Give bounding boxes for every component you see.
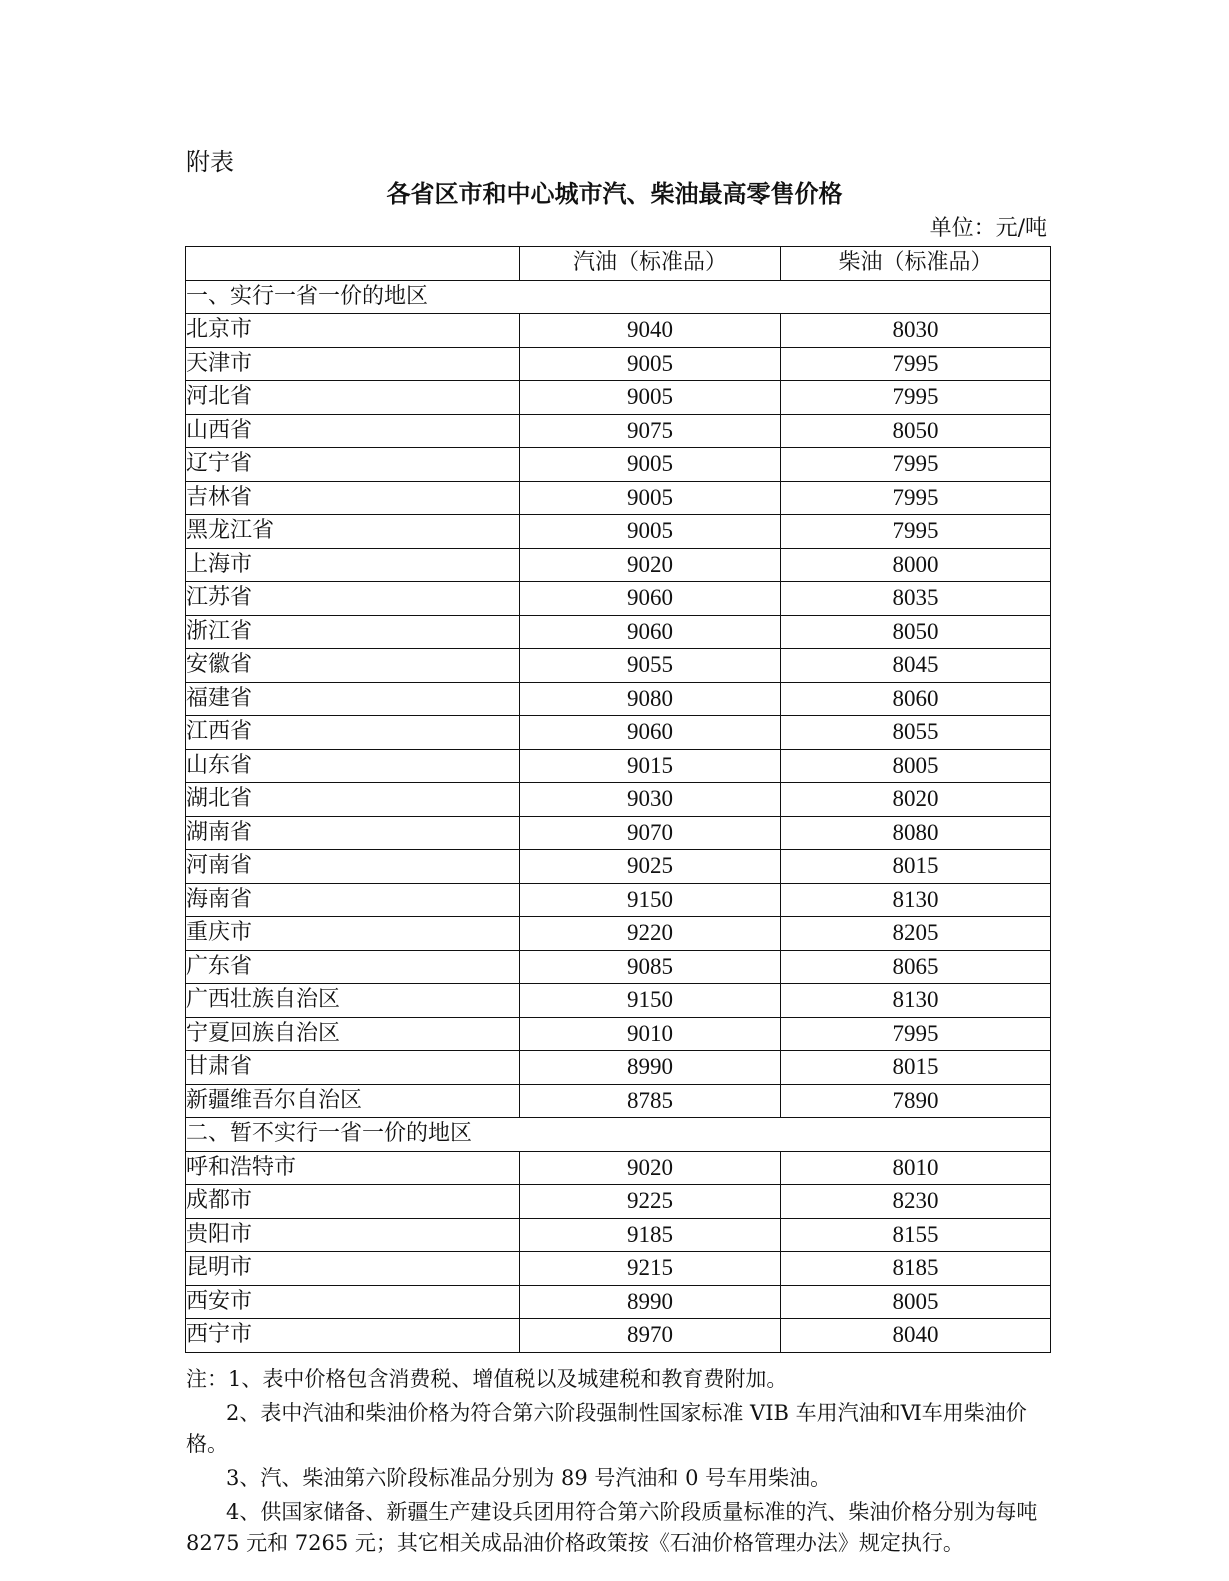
header-gasoline: 汽油（标准品） xyxy=(520,247,781,281)
table-row xyxy=(186,314,1051,348)
table-row xyxy=(186,582,1051,616)
gasoline-price-cell: 9075 xyxy=(520,414,781,448)
table-row xyxy=(186,414,1051,448)
diesel-price-cell: 8055 xyxy=(781,716,1051,750)
region-cell: 上海市 xyxy=(186,548,520,582)
table-row xyxy=(186,816,1051,850)
diesel-price-cell: 8040 xyxy=(781,1319,1051,1353)
gasoline-price-cell: 9070 xyxy=(520,816,781,850)
table-row xyxy=(186,1084,1051,1118)
diesel-price-cell: 8015 xyxy=(781,1051,1051,1085)
diesel-price-cell: 8050 xyxy=(781,615,1051,649)
diesel-price-cell: 8015 xyxy=(781,850,1051,884)
gasoline-price-cell: 9015 xyxy=(520,749,781,783)
table-header-row xyxy=(186,247,1051,281)
gasoline-price-cell: 9005 xyxy=(520,347,781,381)
gasoline-price-cell: 9225 xyxy=(520,1185,781,1219)
gasoline-price-cell: 9085 xyxy=(520,950,781,984)
table-row xyxy=(186,615,1051,649)
gasoline-price-cell: 9150 xyxy=(520,883,781,917)
diesel-price-cell: 8020 xyxy=(781,783,1051,817)
table-row xyxy=(186,1319,1051,1353)
table-row xyxy=(186,716,1051,750)
region-cell: 湖南省 xyxy=(186,816,520,850)
gasoline-price-cell: 9220 xyxy=(520,917,781,951)
gasoline-price-cell: 9215 xyxy=(520,1252,781,1286)
gasoline-price-cell: 9005 xyxy=(520,515,781,549)
gasoline-price-cell: 9005 xyxy=(520,448,781,482)
region-cell: 广东省 xyxy=(186,950,520,984)
diesel-price-cell: 7995 xyxy=(781,481,1051,515)
section-title: 一、实行一省一价的地区 xyxy=(186,280,1051,314)
gasoline-price-cell: 8990 xyxy=(520,1285,781,1319)
table-row xyxy=(186,749,1051,783)
region-cell: 江苏省 xyxy=(186,582,520,616)
diesel-price-cell: 8130 xyxy=(781,984,1051,1018)
region-cell: 浙江省 xyxy=(186,615,520,649)
section-title: 二、暂不实行一省一价的地区 xyxy=(186,1118,1051,1152)
gasoline-price-cell: 9185 xyxy=(520,1218,781,1252)
gasoline-price-cell: 9040 xyxy=(520,314,781,348)
region-cell: 昆明市 xyxy=(186,1252,520,1286)
region-cell: 吉林省 xyxy=(186,481,520,515)
diesel-price-cell: 7995 xyxy=(781,347,1051,381)
diesel-price-cell: 8000 xyxy=(781,548,1051,582)
gasoline-price-cell: 9080 xyxy=(520,682,781,716)
gasoline-price-cell: 9005 xyxy=(520,481,781,515)
table-row xyxy=(186,347,1051,381)
table-row xyxy=(186,850,1051,884)
region-cell: 呼和浩特市 xyxy=(186,1151,520,1185)
gasoline-price-cell: 9055 xyxy=(520,649,781,683)
diesel-price-cell: 7995 xyxy=(781,448,1051,482)
note-4: 4、供国家储备、新疆生产建设兵团用符合第六阶段质量标准的汽、柴油价格分别为每吨 8275 元和 7265 元；其它相关成品油价格政策按《石油价格管理办法》规定执行。 xyxy=(186,1500,1038,1555)
diesel-price-cell: 7995 xyxy=(781,381,1051,415)
diesel-price-cell: 8010 xyxy=(781,1151,1051,1185)
diesel-price-cell: 8005 xyxy=(781,1285,1051,1319)
gasoline-price-cell: 9150 xyxy=(520,984,781,1018)
region-cell: 成都市 xyxy=(186,1185,520,1219)
gasoline-price-cell: 9060 xyxy=(520,615,781,649)
diesel-price-cell: 8030 xyxy=(781,314,1051,348)
diesel-price-cell: 8185 xyxy=(781,1252,1051,1286)
diesel-price-cell: 7995 xyxy=(781,515,1051,549)
table-row xyxy=(186,1051,1051,1085)
table-body xyxy=(186,280,1051,1352)
diesel-price-cell: 8155 xyxy=(781,1218,1051,1252)
header-region xyxy=(186,247,520,281)
region-cell: 广西壮族自治区 xyxy=(186,984,520,1018)
gasoline-price-cell: 8990 xyxy=(520,1051,781,1085)
region-cell: 山东省 xyxy=(186,749,520,783)
table-row xyxy=(186,984,1051,1018)
region-cell: 江西省 xyxy=(186,716,520,750)
region-cell: 北京市 xyxy=(186,314,520,348)
diesel-price-cell: 8060 xyxy=(781,682,1051,716)
gasoline-price-cell: 9060 xyxy=(520,716,781,750)
table-row xyxy=(186,682,1051,716)
unit-label: 单位：元/吨 xyxy=(929,216,1047,241)
table-row xyxy=(186,1252,1051,1286)
gasoline-price-cell: 8785 xyxy=(520,1084,781,1118)
gasoline-price-cell: 9030 xyxy=(520,783,781,817)
region-cell: 重庆市 xyxy=(186,917,520,951)
table-row xyxy=(186,1218,1051,1252)
notes-block xyxy=(186,1364,1050,1562)
region-cell: 海南省 xyxy=(186,883,520,917)
diesel-price-cell: 8230 xyxy=(781,1185,1051,1219)
diesel-price-cell: 8045 xyxy=(781,649,1051,683)
region-cell: 西安市 xyxy=(186,1285,520,1319)
document-title: 各省区市和中心城市汽、柴油最高零售价格 xyxy=(386,180,843,208)
region-cell: 黑龙江省 xyxy=(186,515,520,549)
table-row xyxy=(186,950,1051,984)
region-cell: 山西省 xyxy=(186,414,520,448)
region-cell: 宁夏回族自治区 xyxy=(186,1017,520,1051)
diesel-price-cell: 8005 xyxy=(781,749,1051,783)
gasoline-price-cell: 9025 xyxy=(520,850,781,884)
table-row xyxy=(186,1017,1051,1051)
table-row xyxy=(186,1185,1051,1219)
gasoline-price-cell: 9005 xyxy=(520,381,781,415)
table-row xyxy=(186,649,1051,683)
region-cell: 河北省 xyxy=(186,381,520,415)
diesel-price-cell: 7995 xyxy=(781,1017,1051,1051)
price-table xyxy=(185,246,1051,1353)
table-row xyxy=(186,783,1051,817)
header-diesel: 柴油（标准品） xyxy=(781,247,1051,281)
table-row xyxy=(186,481,1051,515)
diesel-price-cell: 8205 xyxy=(781,917,1051,951)
gasoline-price-cell: 9060 xyxy=(520,582,781,616)
table-row xyxy=(186,515,1051,549)
region-cell: 湖北省 xyxy=(186,783,520,817)
gasoline-price-cell: 9010 xyxy=(520,1017,781,1051)
note-3: 3、汽、柴油第六阶段标准品分别为 89 号汽油和 0 号车用柴油。 xyxy=(226,1466,832,1490)
diesel-price-cell: 8130 xyxy=(781,883,1051,917)
gasoline-price-cell: 9020 xyxy=(520,548,781,582)
diesel-price-cell: 8065 xyxy=(781,950,1051,984)
table-row xyxy=(186,917,1051,951)
table-row xyxy=(186,548,1051,582)
table-row xyxy=(186,883,1051,917)
table-row xyxy=(186,1285,1051,1319)
region-cell: 甘肃省 xyxy=(186,1051,520,1085)
note-1: 注：1、表中价格包含消费税、增值税以及城建税和教育费附加。 xyxy=(186,1367,788,1391)
section-row xyxy=(186,1118,1051,1152)
table-row xyxy=(186,448,1051,482)
diesel-price-cell: 8035 xyxy=(781,582,1051,616)
note-2: 2、表中汽油和柴油价格为符合第六阶段强制性国家标准 VIB 车用汽油和Ⅵ车用柴油价格。 xyxy=(186,1401,1027,1456)
region-cell: 河南省 xyxy=(186,850,520,884)
gasoline-price-cell: 8970 xyxy=(520,1319,781,1353)
table-row xyxy=(186,1151,1051,1185)
region-cell: 贵阳市 xyxy=(186,1218,520,1252)
region-cell: 辽宁省 xyxy=(186,448,520,482)
region-cell: 西宁市 xyxy=(186,1319,520,1353)
section-row xyxy=(186,280,1051,314)
region-cell: 新疆维吾尔自治区 xyxy=(186,1084,520,1118)
diesel-price-cell: 7890 xyxy=(781,1084,1051,1118)
diesel-price-cell: 8080 xyxy=(781,816,1051,850)
region-cell: 天津市 xyxy=(186,347,520,381)
region-cell: 安徽省 xyxy=(186,649,520,683)
gasoline-price-cell: 9020 xyxy=(520,1151,781,1185)
table-row xyxy=(186,381,1051,415)
appendix-label: 附表 xyxy=(186,148,234,176)
region-cell: 福建省 xyxy=(186,682,520,716)
diesel-price-cell: 8050 xyxy=(781,414,1051,448)
